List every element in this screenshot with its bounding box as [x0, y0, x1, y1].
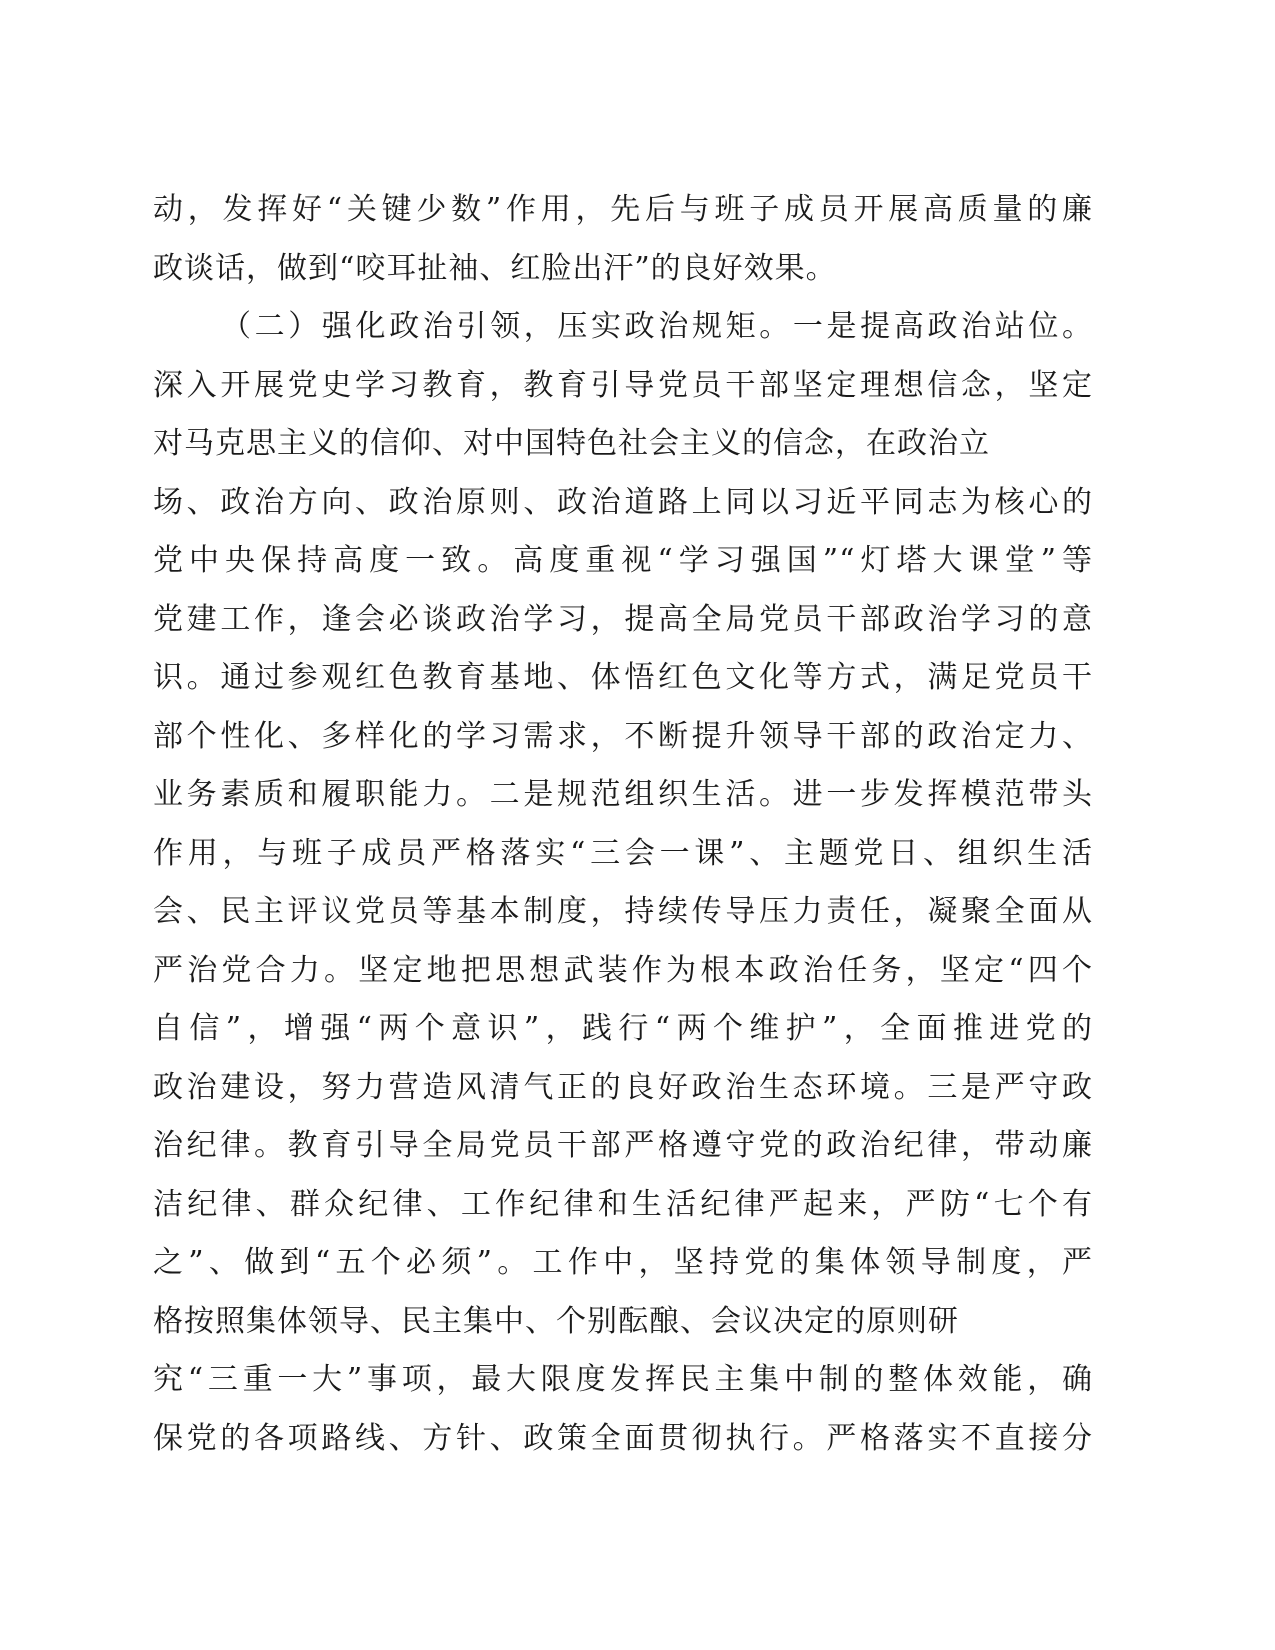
text-line: 业务素质和履职能力。二是规范组织生活。进一步发挥模范带头 [153, 777, 1093, 812]
text-line: 党建工作，逢会必谈政治学习，提高全局党员干部政治学习的意 [153, 601, 1093, 637]
text-line: 严治党合力。坚定地把思想武装作为根本政治任务，坚定“四个 [153, 952, 1093, 988]
text-line: 动，发挥好“关键少数”作用，先后与班子成员开展高质量的廉 [153, 192, 1093, 227]
text-line: 对马克思主义的信仰、对中国特色社会主义的信念，在政治立 [153, 426, 990, 461]
text-line: 作用，与班子成员严格落实“三会一课”、主题党日、组织生活 [153, 835, 1093, 871]
text-line: 治纪律。教育引导全局党员干部严格遵守党的政治纪律，带动廉 [153, 1128, 1093, 1163]
text-line: 政谈话，做到“咬耳扯袖、红脸出汗”的良好效果。 [153, 250, 837, 286]
text-line: 洁纪律、群众纪律、工作纪律和生活纪律严起来，严防“七个有 [153, 1186, 1093, 1222]
section-heading-line: （二）强化政治引领，压实政治规矩。一是提高政治站位。 [221, 309, 1093, 344]
text-line: 会、民主评议党员等基本制度，持续传导压力责任，凝聚全面从 [153, 894, 1093, 929]
text-line: 格按照集体领导、民主集中、个别酝酿、会议决定的原则研 [153, 1303, 959, 1339]
text-line: 深入开展党史学习教育，教育引导党员干部坚定理想信念，坚定 [153, 367, 1093, 403]
text-line: 党中央保持高度一致。高度重视“学习强国”“灯塔大课堂”等 [153, 543, 1093, 578]
text-line: 保党的各项路线、方针、政策全面贯彻执行。严格落实不直接分 [153, 1420, 1093, 1456]
text-line: 场、政治方向、政治原则、政治道路上同以习近平同志为核心的 [153, 484, 1093, 520]
body-text [153, 181, 1093, 1468]
text-line: 之”、做到“五个必须”。工作中，坚持党的集体领导制度，严 [153, 1245, 1093, 1280]
text-line: 识。通过参观红色教育基地、体悟红色文化等方式，满足党员干 [153, 660, 1093, 695]
text-line: 究“三重一大”事项，最大限度发挥民主集中制的整体效能，确 [153, 1362, 1093, 1397]
text-line: 自信”，增强“两个意识”，践行“两个维护”，全面推进党的 [153, 1011, 1093, 1046]
text-line: 政治建设，努力营造风清气正的良好政治生态环境。三是严守政 [153, 1069, 1093, 1105]
text-line: 部个性化、多样化的学习需求，不断提升领导干部的政治定力、 [153, 718, 1093, 754]
